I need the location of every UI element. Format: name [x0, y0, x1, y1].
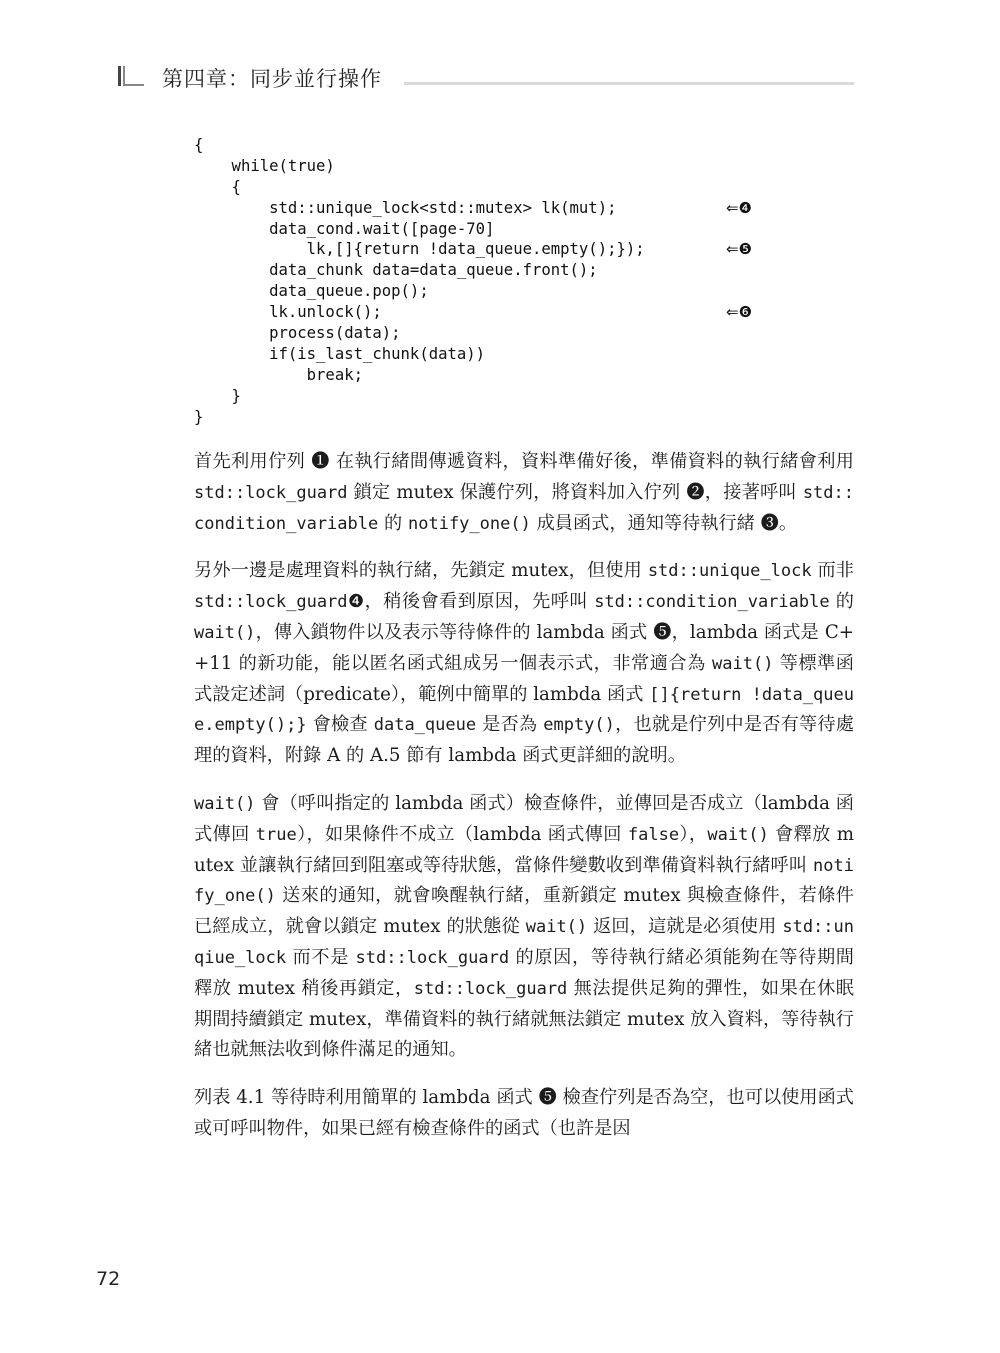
text-run: ，也就是佇列中是否有等待處理的資料，附錄 A 的 A.5 節有 lambda 函式更詳細的說明。: [194, 714, 854, 767]
inline-code: []{return !data_queue.empty();}: [194, 684, 854, 736]
text-run: 會（呼叫指定的 lambda 函式）檢查條件，並傳回是否成立（lambda 函式傳回: [194, 792, 854, 845]
inline-code: empty(): [543, 715, 615, 736]
text-run: 送來的通知，就會喚醒執行緒，重新鎖定 mutex 與檢查條件，若條件已經成立，就會以鎖定 mutex 的狀態從: [194, 885, 854, 938]
inline-code: data_queue: [373, 715, 477, 736]
text-run: 返回，這就是必須使用: [587, 916, 783, 938]
inline-code: std::unique_lock: [647, 561, 812, 582]
code-line: [194, 281, 759, 302]
paragraph: [194, 789, 854, 1066]
text-run: 無法提供足夠的彈性，如果在休眠期間持續鎖定 mutex，準備資料的執行緒就無法鎖定 mutex 放入資料，等待執行緒也就無法收到條件滿足的通知。: [194, 977, 854, 1061]
text-run: 成員函式，通知等待執行緒 ❸。: [530, 512, 798, 534]
inline-code: std::lock_guard: [194, 482, 348, 503]
paragraph: [194, 447, 854, 539]
code-line: [194, 260, 759, 281]
inline-code: notify_one(): [408, 513, 531, 534]
code-callout-marker: ⇐❹: [726, 198, 753, 217]
code-line-text: }: [194, 386, 241, 405]
text-run: 首先利用佇列 ❶ 在執行緒間傳遞資料，資料準備好後，準備資料的執行緒會利用: [194, 451, 854, 472]
text-run: ❹，稍後會看到原因，先呼叫: [347, 591, 595, 613]
inline-code: std::condition_variable: [194, 482, 854, 534]
code-line-text: while(true): [194, 156, 335, 175]
inline-code: wait(): [194, 793, 256, 814]
inline-code: wait(): [712, 653, 774, 674]
code-line: [194, 135, 759, 156]
inline-code: std::lock_guard: [355, 947, 510, 968]
text-run: 鎖定 mutex 保護佇列，將資料加入佇列 ❷，接著呼叫: [347, 481, 803, 503]
inline-code: std::condition_variable: [594, 592, 830, 613]
text-run: 另外一邊是處理資料的執行緒，先鎖定 mutex，但使用: [194, 560, 648, 582]
code-line: [194, 219, 759, 240]
code-line: [194, 365, 759, 386]
code-line-text: data_queue.pop();: [194, 282, 429, 301]
text-run: 的: [829, 591, 854, 613]
inline-code: std::lock_guard: [194, 592, 348, 613]
header-rule: [404, 82, 854, 85]
code-line: [194, 344, 759, 365]
paragraph: [194, 556, 854, 772]
text-run: ），: [679, 823, 708, 845]
inline-code: false: [627, 824, 680, 845]
inline-code: wait(): [707, 824, 769, 845]
code-callout-marker: ⇐❻: [726, 303, 753, 322]
code-line: [194, 407, 759, 428]
code-line-text: process(data);: [194, 324, 401, 343]
text-run: ），如果條件不成立（lambda 函式傳回: [296, 823, 628, 845]
text-run: 而非: [811, 560, 854, 582]
chapter-title: 第四章：同步並行操作: [162, 67, 382, 91]
code-line-text: data_cond.wait([page-70]: [194, 219, 495, 238]
text-run: 的: [378, 512, 408, 534]
text-run: ，傳入鎖物件以及表示等待條件的 lambda 函式 ❺，lambda 函式是 C++11 的新功能，能以匿名函式組成另一個表示式，非常適合為: [194, 621, 854, 674]
text-run: 會釋放 mutex 並讓執行緒回到阻塞或等待狀態，當條件變數收到準備資料執行緒呼叫: [194, 823, 854, 876]
code-line-text: }: [194, 407, 204, 426]
code-line-text: break;: [194, 365, 363, 384]
inline-code: std::lock_guard: [413, 978, 568, 999]
text-run: 而不是: [286, 946, 356, 968]
code-line: [194, 239, 759, 260]
body-text: [194, 447, 854, 1162]
code-line-text: {: [194, 177, 241, 196]
inline-code: wait(): [194, 622, 256, 643]
chapter-header-mark-icon: [118, 66, 144, 86]
code-line: [194, 177, 759, 198]
code-line-text: {: [194, 136, 204, 154]
code-line-text: lk.unlock();: [194, 303, 382, 322]
code-line-text: if(is_last_chunk(data)): [194, 344, 486, 363]
inline-code: true: [255, 824, 297, 845]
code-line: [194, 156, 759, 177]
code-line: [194, 198, 759, 219]
code-line-text: data_chunk data=data_queue.front();: [194, 261, 598, 280]
inline-code: std::unqiue_lock: [194, 917, 854, 968]
inline-code: wait(): [525, 917, 588, 938]
code-line-text: std::unique_lock<std::mutex> lk(mut);: [194, 198, 617, 217]
code-callout-marker: ⇐❺: [726, 240, 753, 259]
code-line-text: lk,[]{return !data_queue.empty();});: [194, 240, 645, 259]
code-line: [194, 386, 759, 407]
code-line: [194, 323, 759, 344]
code-listing: [194, 135, 759, 427]
inline-code: notify_one(): [194, 855, 854, 907]
paragraph: [194, 1083, 854, 1145]
page-number: 72: [96, 1268, 121, 1290]
text-run: 是否為: [476, 714, 544, 736]
text-run: 會檢查: [306, 714, 374, 736]
code-line: [194, 302, 759, 323]
text-run: 等標準函式設定述詞（predicate），範例中簡單的 lambda 函式: [194, 652, 854, 705]
text-run: 列表 4.1 等待時利用簡單的 lambda 函式 ❺ 檢查佇列是否為空，也可以使用函式或可呼叫物件，如果已經有檢查條件的函式（也許是因: [194, 1087, 854, 1139]
text-run: 的原因，等待執行緒必須能夠在等待期間釋放 mutex 稍後再鎖定，: [194, 946, 854, 999]
